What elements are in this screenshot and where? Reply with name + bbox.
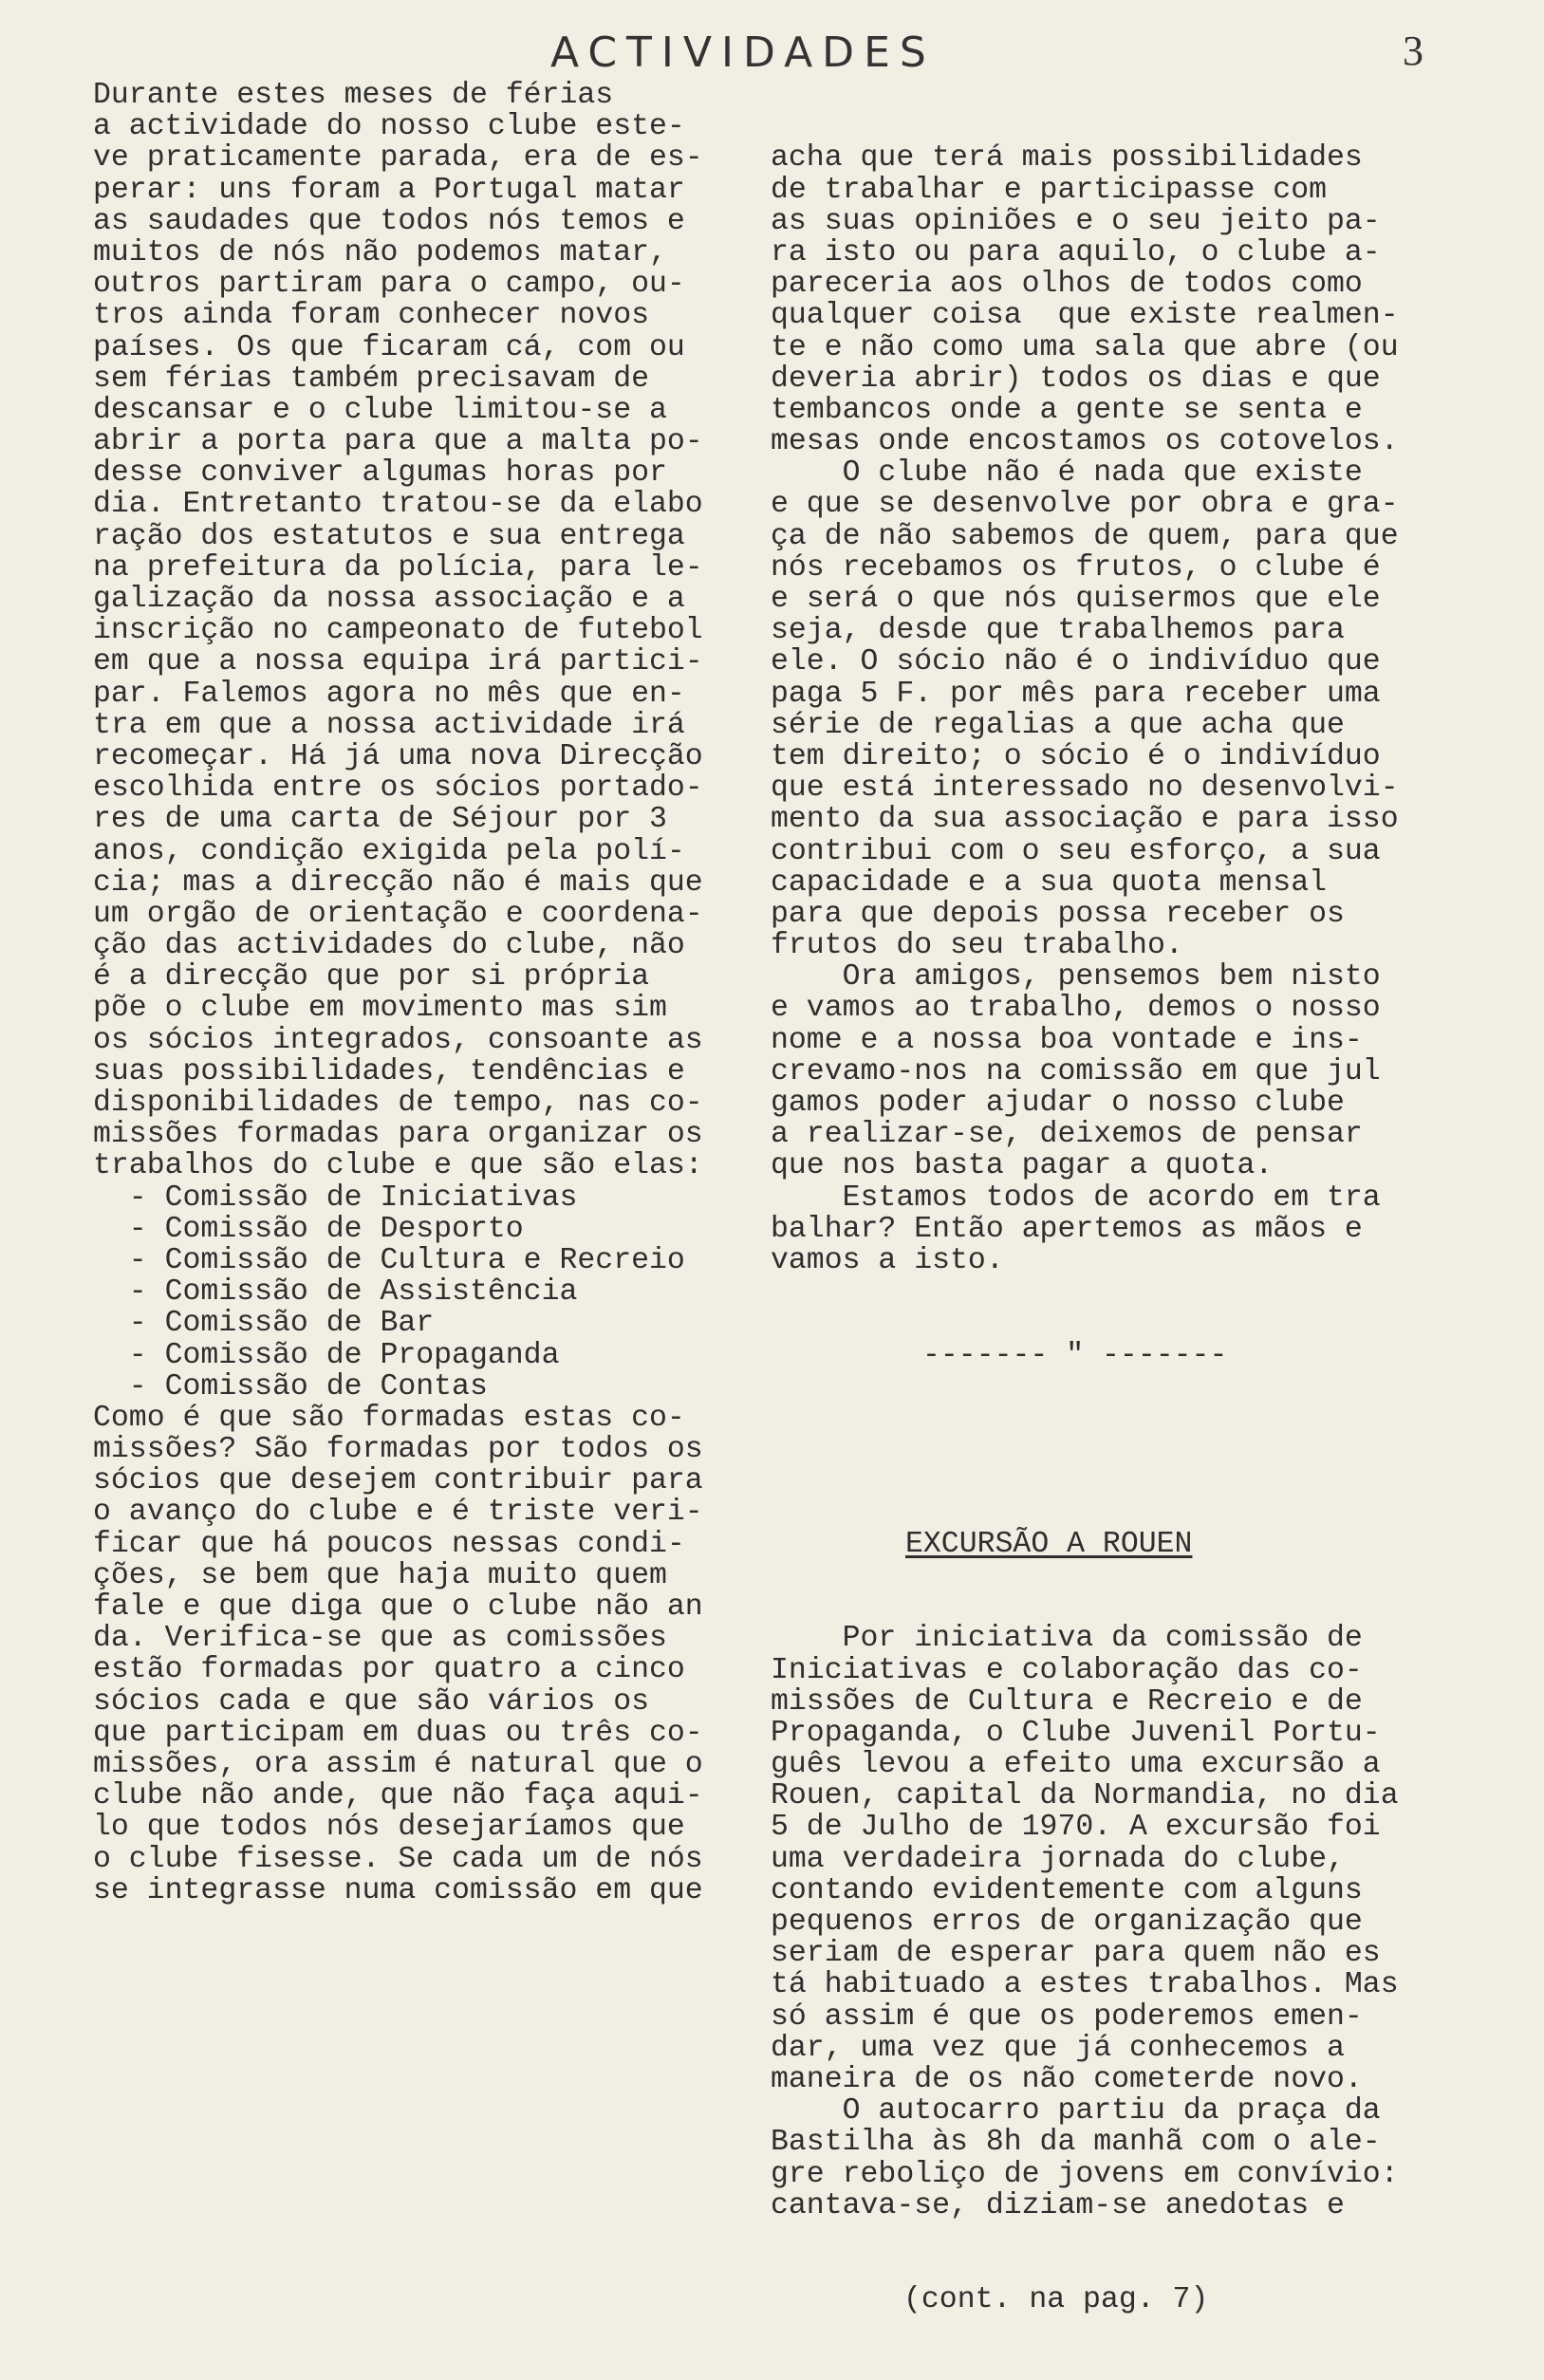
excursion-line: O autocarro partiu da praça da [771,2094,1381,2129]
excursion-line: tá habituado a estes trabalhos. Mas [771,1968,1399,2002]
left-column-line: Como é que são formadas estas co- [93,1401,685,1435]
left-column-line: - Comissão de Bar [93,1307,435,1341]
left-column-line: perar: uns foram a Portugal matar [93,173,685,207]
left-column-line: que participam em duas ou três co- [93,1716,703,1750]
left-column-line: o clube fisesse. Se cada um de nós [93,1842,703,1876]
right-column [771,80,1463,2379]
right-column-line: gamos poder ajudar o nosso clube [771,1087,1345,1121]
right-column-line: as suas opiniões e o seu jeito pa- [771,204,1381,238]
excursion-line: só assim é que os poderemos emen- [771,1999,1363,2034]
left-column-line: ve praticamente parada, era de es- [93,141,703,176]
left-column-line: Durante estes meses de férias [93,79,614,112]
left-column-line: suas possibilidades, tendências e [93,1054,685,1088]
excursion-line: guês levou a efeito uma excursão a [771,1748,1381,1782]
right-column-line: nós recebamos os frutos, o clube é [771,550,1381,585]
left-column-line: estão formadas por quatro a cinco [93,1653,685,1687]
left-column-line: - Comissão de Cultura e Recreio [93,1243,685,1277]
left-column-line: o avanço do clube e é triste veri- [93,1496,703,1530]
right-column-line: pareceria aos olhos de todos como [771,268,1363,302]
left-column-line: muitos de nós não podemos matar, [93,235,667,270]
left-column-line: outros partiram para o campo, ou- [93,268,685,302]
left-column-line: - Comissão de Propaganda [93,1338,560,1372]
right-column-line: te e não como uma sala que abre (ou [771,330,1399,364]
right-column-line: de trabalhar e participasse com [771,173,1327,207]
excursion-line: cantava-se, diziam-se anedotas e [771,2188,1345,2222]
excursion-article [771,1623,1463,2222]
right-column-line: O clube não é nada que existe [771,456,1363,491]
left-column-line: lo que todos nós desejaríamos que [93,1811,685,1845]
right-column-line: para que depois possa receber os [771,897,1345,931]
left-column-line: as saudades que todos nós temos e [93,204,685,238]
left-column-line: galização da nossa associação e a [93,583,685,616]
excursion-line: dar, uma vez que já conhecemos a [771,2031,1345,2065]
left-column-line: abrir a porta para que a malta po- [93,425,703,459]
excursion-line: Propaganda, o Clube Juvenil Portu- [771,1716,1381,1750]
left-column-line: missões? São formadas por todos os [93,1433,703,1467]
left-column-line: tros ainda foram conhecer novos [93,299,649,333]
right-column-line: deveria abrir) todos os dias e que [771,362,1381,396]
right-column-line: Ora amigos, pensemos bem nisto [771,960,1381,995]
left-column-line: sócios cada e que são vários os [93,1684,649,1719]
excursion-line: missões de Cultura e Recreio e de [771,1684,1363,1719]
right-column-line: tem direito; o sócio é o indivíduo [771,739,1381,773]
excursion-line: maneira de os não cometerde novo. [771,2062,1363,2096]
right-column-line: mento da sua associação e para isso [771,803,1399,837]
right-column-line: qualquer coisa que existe realmen- [771,299,1399,333]
right-column-line: frutos do seu trabalho. [771,929,1183,963]
section-separator: ------- " ------- [922,1338,1228,1372]
left-column-line: missões, ora assim é natural que o [93,1747,703,1781]
left-column-line: ficar que há poucos nessas condi- [93,1527,685,1561]
right-column-line: que nos basta pagar a quota. [771,1149,1274,1183]
right-column-line: ele. O sócio não é o indivíduo que [771,645,1381,679]
excursion-line: Rouen, capital da Normandia, no dia [771,1779,1399,1813]
excursion-line: Iniciativas e colaboração das co- [771,1653,1363,1687]
page-title: ACTIVIDADES [550,28,936,77]
right-column-line: e que se desenvolve por obra e gra- [771,488,1399,522]
right-column-line: ça de não sabemos de quem, para que [771,519,1399,553]
left-column-line: fale e que diga que o clube não an [93,1590,703,1624]
right-column-line: que está interessado no desenvolvi- [771,772,1399,806]
right-column-line: e vamos ao trabalho, demos o nosso [771,992,1381,1026]
left-column-line: disponibilidades de tempo, nas co- [93,1087,703,1120]
left-column-line: sem férias também precisavam de [93,362,649,396]
right-column-line: mesas onde encostamos os cotovelos. [771,425,1399,459]
left-column-line: sócios que desejem contribuir para [93,1464,703,1498]
excursion-line: gre reboliço de jovens em convívio: [771,2157,1399,2191]
right-column-line: série de regalias a que acha que [771,708,1345,742]
left-column-line: ções, se bem que haja muito quem [93,1558,667,1592]
left-column-line: é a direcção que por si própria [93,960,649,995]
left-column-line: missões formadas para organizar os [93,1118,703,1152]
continuation-note: (cont. na pag. 7) [903,2283,1209,2317]
left-column-line: trabalhos do clube e que são elas: [93,1149,703,1183]
left-column-line: dia. Entretanto tratou-se da elabo [93,488,703,522]
club-article-continuation [771,142,1463,1276]
excursion-title: EXCURSÃO A ROUEN [905,1527,1193,1561]
left-column-line: - Comissão de Contas [93,1369,488,1404]
left-column-line: se integrasse numa comissão em que [93,1873,703,1907]
right-column-line: ra isto ou para aquilo, o clube a- [771,235,1381,270]
left-column-line: os sócios integrados, consoante as [93,1023,703,1057]
right-column-line: a realizar-se, deixemos de pensar [771,1118,1363,1152]
left-column-line: recomeçar. Há já uma nova Direcção [93,739,703,773]
right-column-line: tembancos onde a gente se senta e [771,393,1363,427]
excursion-line: Por iniciativa da comissão de [771,1622,1363,1656]
right-column-line: e será o que nós quisermos que ele [771,583,1381,617]
left-column-line: ração dos estatutos e sua entrega [93,519,685,553]
left-column-line: clube não ande, que não faça aqui- [93,1779,703,1813]
right-column-line: paga 5 F. por mês para receber uma [771,677,1381,711]
right-column-line: crevamo-nos na comissão em que jul [771,1054,1381,1088]
excursion-line: seriam de esperar para quem não es [771,1937,1381,1971]
right-column-line: seja, desde que trabalhemos para [771,614,1345,648]
left-column-line: - Comissão de Assistência [93,1275,578,1310]
left-column-line: da. Verifica-se que as comissões [93,1622,667,1656]
excursion-line: Bastilha às 8h da manhã com o ale- [771,2126,1381,2160]
right-column-line: capacidade e a sua quota mensal [771,865,1327,900]
excursion-line: pequenos erros de organização que [771,1906,1363,1940]
left-column-line: um orgão de orientação e coordena- [93,897,703,931]
left-column-line: na prefeitura da polícia, para le- [93,550,703,585]
excursion-line: contando evidentemente com alguns [771,1873,1363,1907]
left-column-line: par. Falemos agora no mês que en- [93,677,685,711]
blank-line [771,1434,1463,1465]
right-column-line: vamos a isto. [771,1243,1004,1277]
left-column-line: - Comissão de Desporto [93,1212,524,1246]
right-column-line: nome e a nossa boa vontade e ins- [771,1023,1363,1057]
left-column-line: ção das actividades do clube, não [93,929,685,963]
left-column-line: descansar e o clube limitou-se a [93,393,667,427]
left-column [93,80,767,1906]
page-number: 3 [1403,28,1423,74]
right-column-line: contribui com o seu esforço, a sua [771,834,1381,868]
left-column-line: escolhida entre os sócios portado- [93,772,703,806]
left-column-line: res de uma carta de Séjour por 3 [93,803,667,837]
left-column-line: desse conviver algumas horas por [93,456,667,491]
right-column-line: Estamos todos de acordo em tra [771,1181,1381,1215]
left-column-line: em que a nossa equipa irá partici- [93,645,703,679]
left-column-line: tra em que a nossa actividade irá [93,708,685,742]
left-column-line: anos, condição exigida pela polí- [93,834,685,868]
left-column-line: países. Os que ficaram cá, com ou [93,330,685,364]
excursion-line: uma verdadeira jornada do clube, [771,1842,1345,1876]
left-column-line: inscrição no campeonato de futebol [93,614,703,648]
right-column-line: acha que terá mais possibilidades [771,141,1363,176]
left-column-line: cia; mas a direcção não é mais que [93,865,703,900]
left-column-line: põe o clube em movimento mas sim [93,992,667,1026]
right-column-line: balhar? Então apertemos as mãos e [771,1212,1363,1246]
left-column-line: a actividade do nosso clube este- [93,110,685,144]
left-column-line: - Comissão de Iniciativas [93,1181,578,1215]
excursion-line: 5 de Julho de 1970. A excursão foi [771,1811,1381,1845]
